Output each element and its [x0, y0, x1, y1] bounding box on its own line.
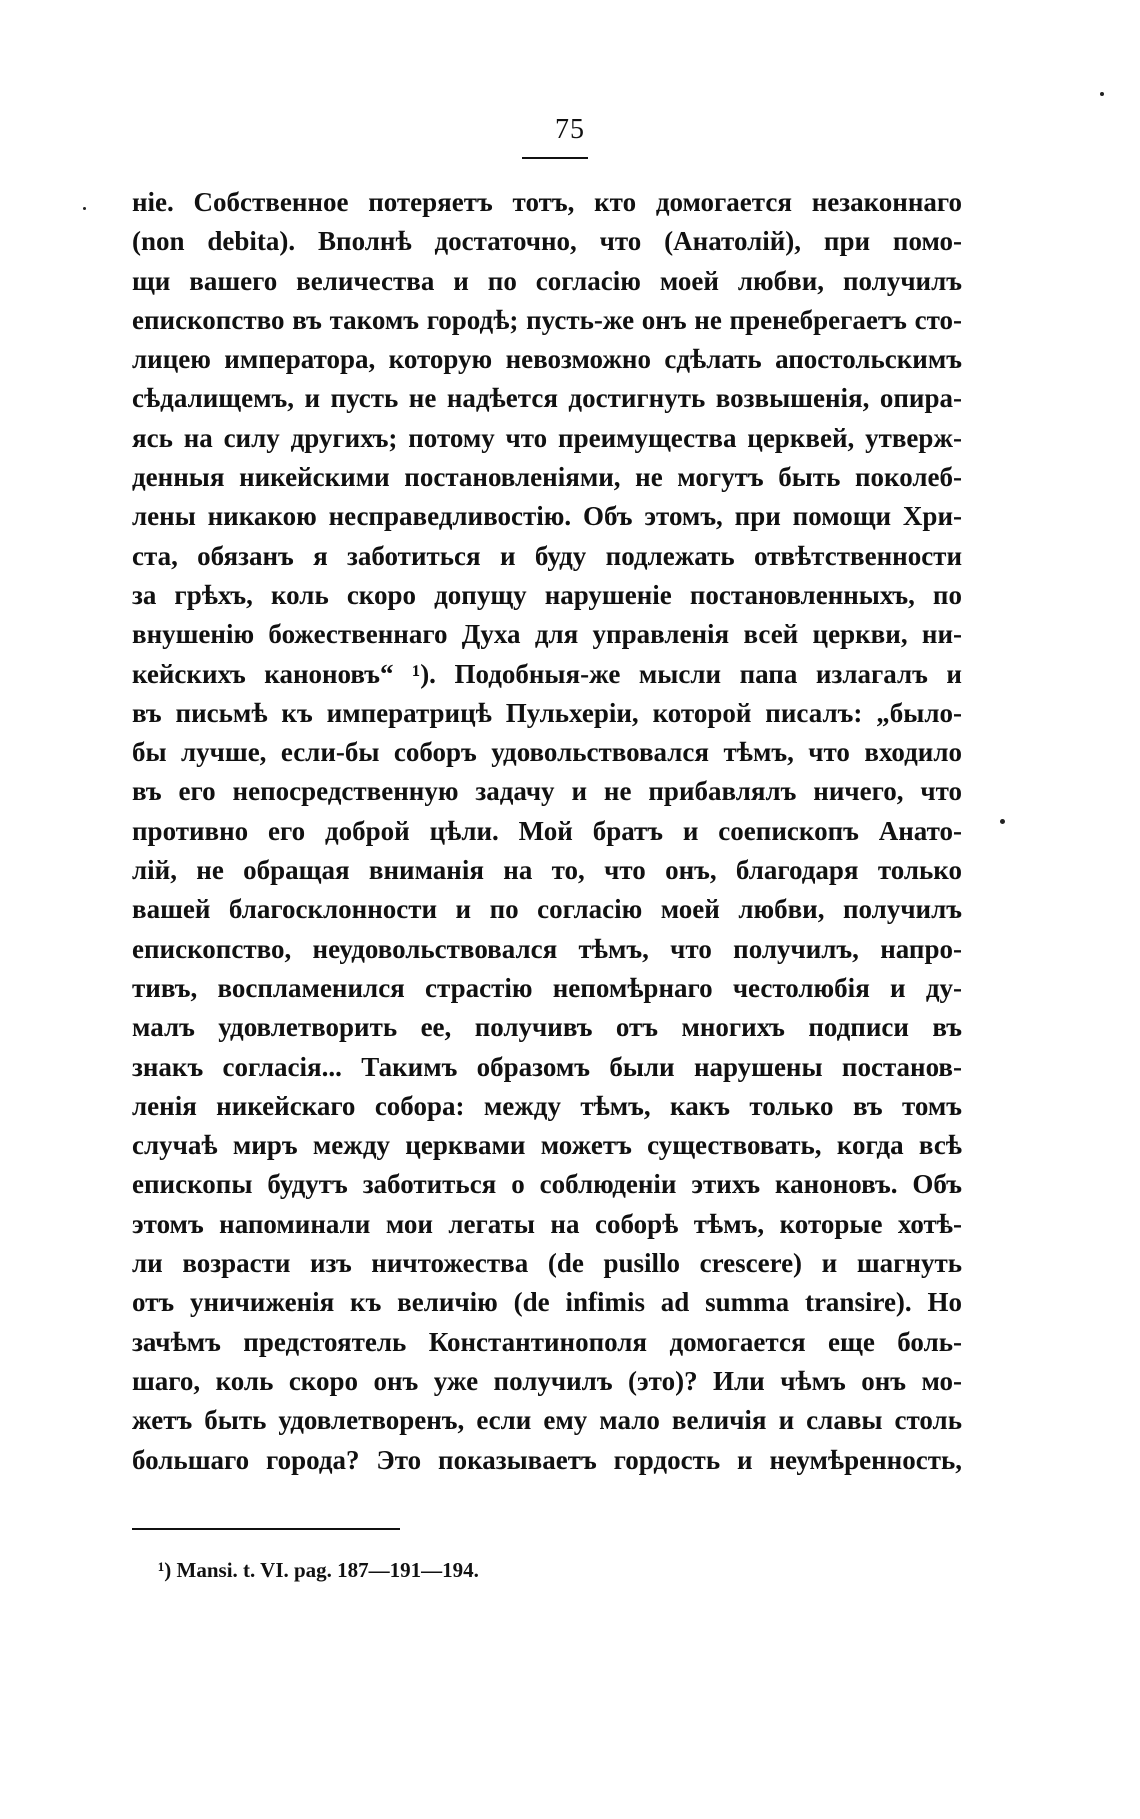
text-line: внушенію божественнаго Духа для управленія всей церкви, ни-: [132, 619, 962, 650]
text-line: щи вашего величества и по согласію моей любви, получилъ: [132, 265, 962, 296]
page-number-rule: [522, 157, 588, 159]
text-line: вашей благосклонности и по согласію моей любви, получилъ: [132, 894, 962, 925]
text-line: ленія никейскаго собора: между тѣмъ, какъ только въ томъ: [132, 1090, 962, 1121]
text-line: лицею императора, которую невозможно сдѣлать апостольскимъ: [132, 344, 962, 375]
text-line: ли возрасти изъ ничтожества (de pusillo crescere) и шагнуть: [132, 1248, 962, 1279]
footnote: ¹) Mansi. t. VI. pag. 187—191—194.: [158, 1558, 479, 1582]
text-line: въ его непосредственную задачу и не прибавлялъ ничего, что: [132, 776, 962, 807]
text-line: епископство, неудовольствовался тѣмъ, что получилъ, напро-: [132, 933, 962, 964]
scan-speck: [1100, 92, 1104, 96]
text-line: этомъ напоминали мои легаты на соборѣ тѣмъ, которые хотѣ-: [132, 1208, 962, 1239]
text-line: (non debita). Вполнѣ достаточно, что (Анатолій), при помо-: [132, 226, 962, 257]
text-line: ста, обязанъ я заботиться и буду подлежать отвѣтственности: [132, 540, 962, 571]
scan-speck: [1000, 819, 1005, 824]
text-line: епископство въ такомъ городѣ; пусть-же онъ не пренебрегаетъ сто-: [132, 304, 962, 335]
text-line: шаго, коль скоро онъ уже получилъ (это)? Или чѣмъ онъ мо-: [132, 1365, 962, 1396]
text-line: епископы будутъ заботиться о соблюденіи этихъ каноновъ. Объ: [132, 1169, 962, 1200]
text-line: ясь на силу другихъ; потому что преимущества церквей, утверж-: [132, 422, 962, 453]
scan-speck: [83, 207, 86, 210]
text-line: денныя никейскими постановленіями, не могутъ быть поколеб-: [132, 462, 962, 493]
text-line: въ письмѣ къ императрицѣ Пульхеріи, которой писалъ: „было-: [132, 697, 962, 728]
text-line: большаго города? Это показываетъ гордость и неумѣренность,: [132, 1444, 962, 1475]
text-line: малъ удовлетворить ее, получивъ отъ многихъ подписи въ: [132, 1012, 962, 1043]
footnote-separator: [132, 1528, 400, 1530]
body-text: [132, 183, 962, 1480]
text-line: лены никакою несправедливостію. Объ этомъ, при помощи Хри-: [132, 501, 962, 532]
text-line: бы лучше, если-бы соборъ удовольствовался тѣмъ, что входило: [132, 737, 962, 768]
text-line: случаѣ миръ между церквами можетъ существовать, когда всѣ: [132, 1130, 962, 1161]
page-number: 75: [555, 114, 585, 145]
text-line: лій, не обращая вниманія на то, что онъ, благодаря только: [132, 855, 962, 886]
text-line: зачѣмъ предстоятель Константинополя домогается еще боль-: [132, 1326, 962, 1357]
text-line: знакъ согласія... Такимъ образомъ были нарушены постанов-: [132, 1051, 962, 1082]
text-line: противно его доброй цѣли. Мой братъ и соепископъ Анато-: [132, 815, 962, 846]
text-line: кейскихъ каноновъ“ ¹). Подобныя-же мысли папа излагалъ и: [132, 658, 962, 689]
text-line: за грѣхъ, коль скоро допущу нарушеніе постановленныхъ, по: [132, 579, 962, 610]
text-line: отъ уничиженія къ величію (de infimis ad summa transire). Но: [132, 1287, 962, 1318]
text-line: сѣдалищемъ, и пусть не надѣется достигнуть возвышенія, опира-: [132, 383, 962, 414]
text-line: ніе. Собственное потеряетъ тотъ, кто домогается незаконнаго: [132, 187, 962, 217]
text-line: тивъ, воспламенился страстію непомѣрнаго честолюбія и ду-: [132, 972, 962, 1003]
text-line: жетъ быть удовлетворенъ, если ему мало величія и славы столь: [132, 1405, 962, 1436]
